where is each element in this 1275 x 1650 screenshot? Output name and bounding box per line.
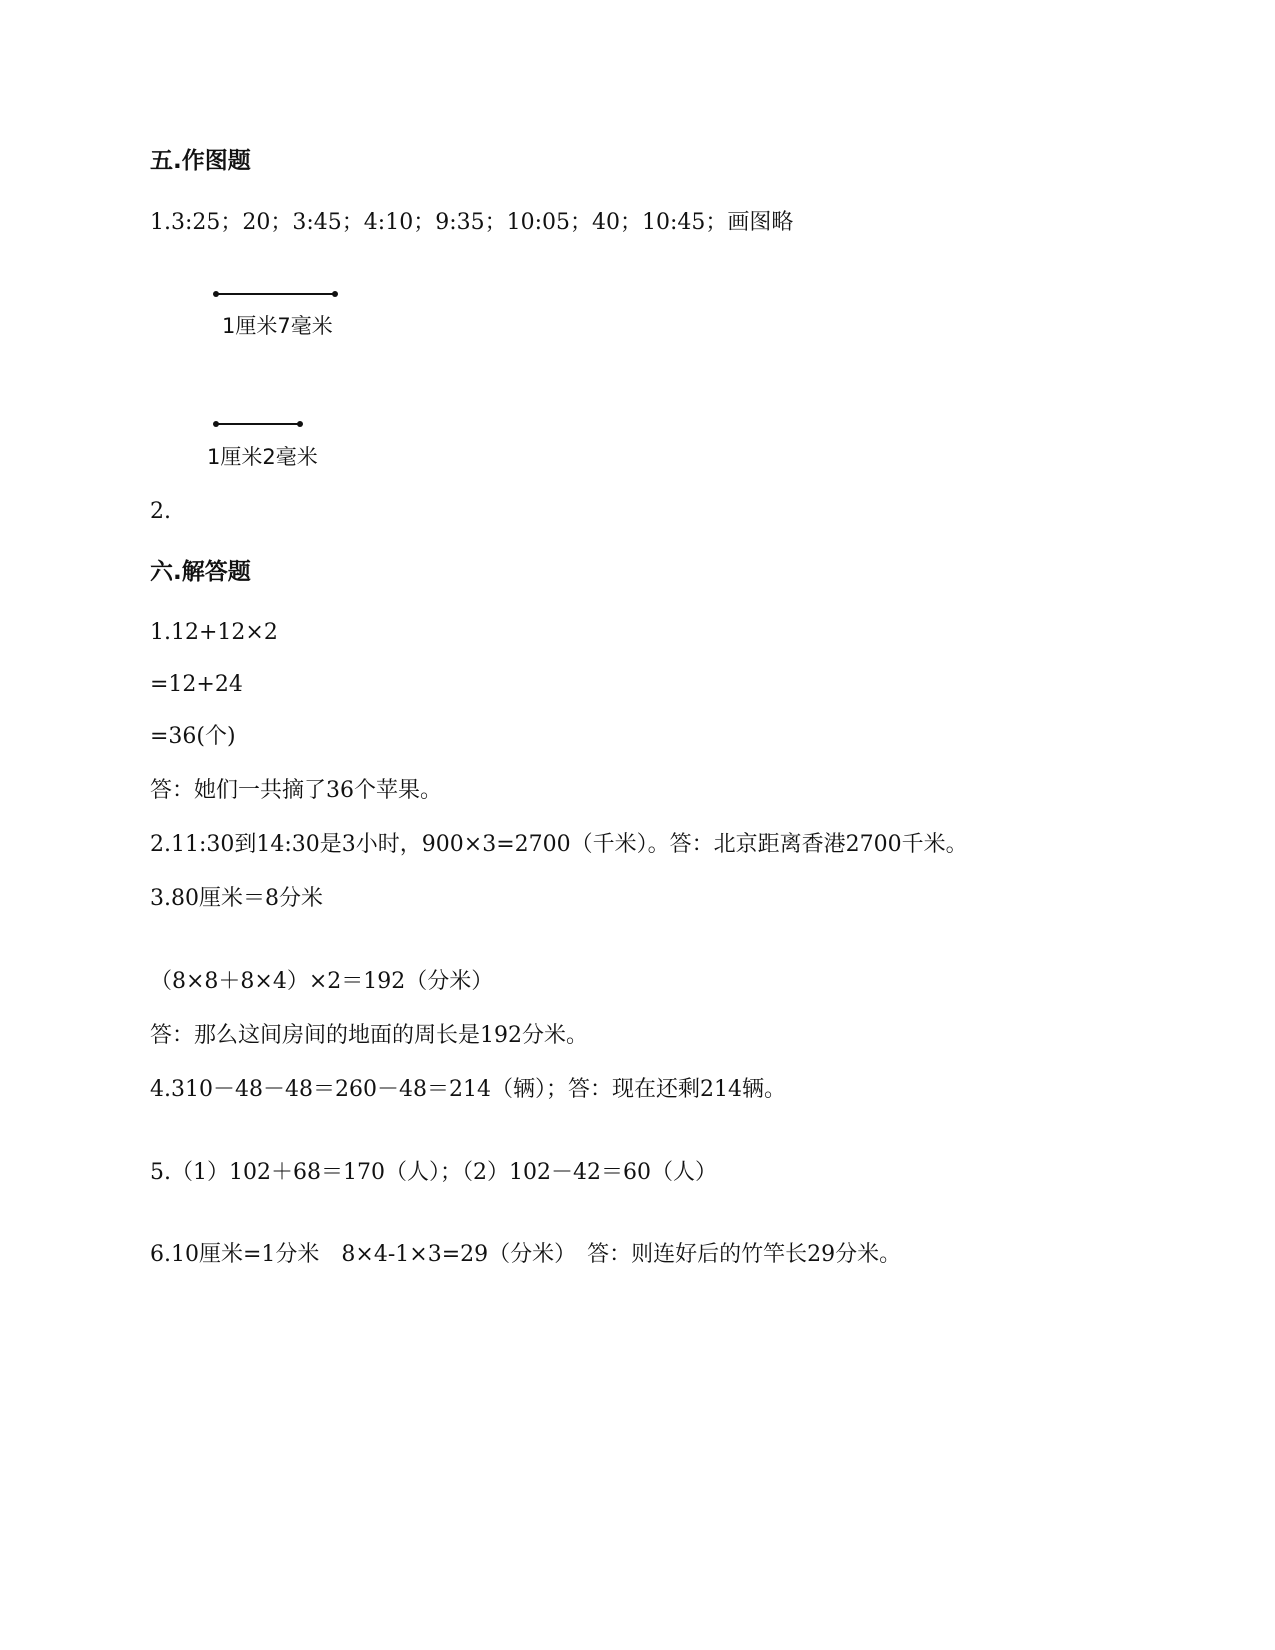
- line-segment-12mm-label: 1厘米2毫米: [207, 445, 318, 469]
- section-five-answer-2: 2.: [150, 499, 171, 524]
- line-segment-17mm: [216, 293, 335, 295]
- answer-line-8: 答：那么这间房间的地面的周长是192分米。: [150, 1023, 588, 1048]
- answer-line-2: =12+24: [150, 672, 243, 697]
- answer-line-1: 1.12+12×2: [150, 620, 278, 645]
- section-five-heading: 五.作图题: [150, 148, 251, 174]
- answer-line-7: （8×8＋8×4）×2＝192（分米）: [150, 969, 494, 994]
- answer-line-6: 3.80厘米＝8分米: [150, 886, 323, 911]
- section-five-answer-1: 1.3:25；20；3:45；4:10；9:35；10:05；40；10:45；画图略: [150, 210, 794, 235]
- section-six-heading: 六.解答题: [150, 559, 251, 585]
- line-segment-17mm-label: 1厘米7毫米: [222, 314, 333, 338]
- line-segment-12mm: [216, 423, 300, 425]
- answer-line-11: 6.10厘米=1分米 8×4-1×3=29（分米） 答：则连好后的竹竿长29分米。: [150, 1242, 902, 1267]
- answer-line-5: 2.11:30到14:30是3小时，900×3=2700（千米）。答：北京距离香港2700千米。: [150, 832, 968, 857]
- answer-line-9: 4.310－48－48＝260－48＝214（辆）；答：现在还剩214辆。: [150, 1077, 786, 1102]
- answer-line-10: 5.（1）102＋68＝170（人）；（2）102－42＝60（人）: [150, 1160, 717, 1185]
- answer-line-4: 答：她们一共摘了36个苹果。: [150, 778, 442, 803]
- answer-line-3: =36(个): [150, 724, 236, 749]
